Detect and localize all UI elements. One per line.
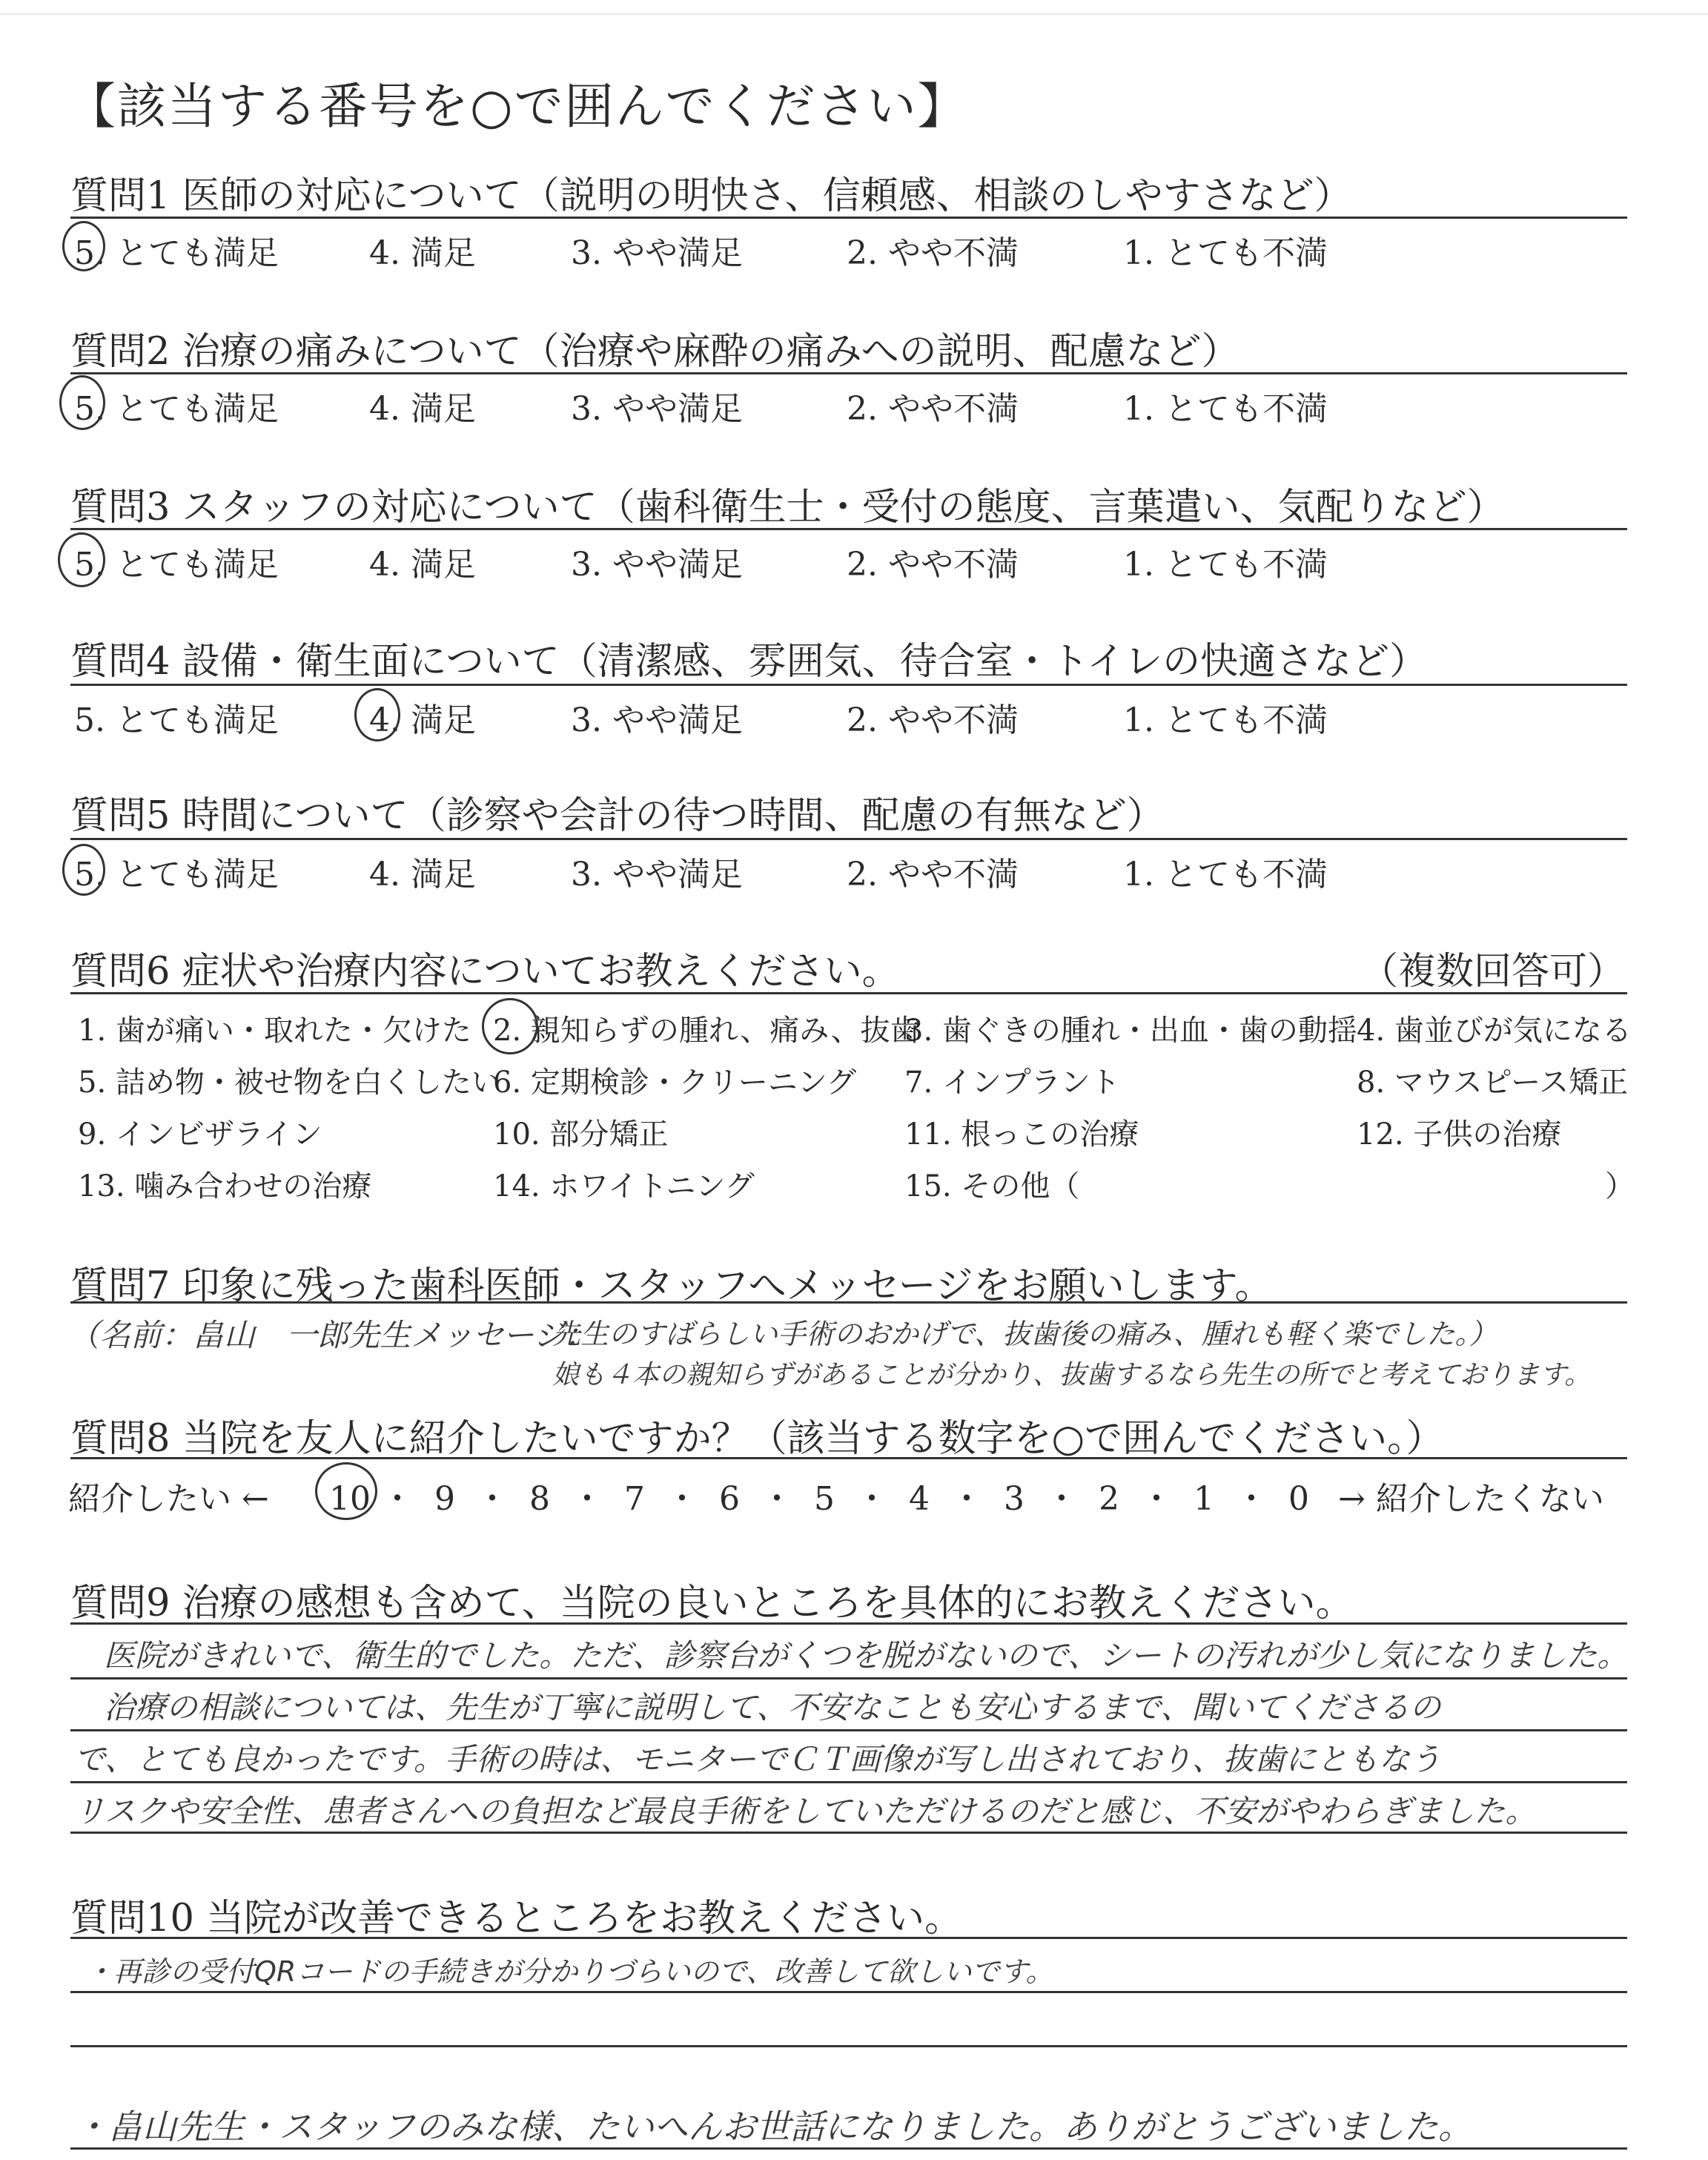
q8-selection-circle [315, 1462, 377, 1520]
q3-option-2[interactable]: 2. やや不満 [847, 546, 1019, 584]
question-5-label: 質問5 時間について（診察や会計の待つ時間、配慮の有無など） [70, 794, 1165, 838]
question-9-rule [70, 1622, 1627, 1625]
q6-option-15-close: ） [1605, 1169, 1635, 1203]
q2-option-1[interactable]: 1. とても不満 [1123, 390, 1328, 428]
q2-option-3[interactable]: 3. やや満足 [571, 390, 743, 428]
q8-scale-value-3[interactable]: 3 [1004, 1480, 1025, 1518]
q8-scale-separator: ・ [666, 1480, 698, 1518]
q10-answer-line-1[interactable]: ・再診の受付QRコードの手続きが分かりづらいので、改善して欲しいです。 [85, 1955, 1054, 1988]
q6-option-1[interactable]: 1. 歯が痛い・取れた・欠けた [78, 1014, 471, 1048]
question-4-rule [70, 684, 1627, 686]
q8-scale-value-5[interactable]: 5 [814, 1480, 835, 1518]
question-2-label: 質問2 治療の痛みについて（治療や麻酔の痛みへの説明、配慮など） [70, 330, 1239, 374]
q1-option-1[interactable]: 1. とても不満 [1123, 234, 1328, 272]
question-8-rule [70, 1457, 1627, 1459]
q4-option-4[interactable]: 4. 満足 [369, 701, 476, 739]
q8-scale-value-8[interactable]: 8 [529, 1480, 550, 1518]
q8-scale [326, 1472, 1323, 1519]
q8-scale-separator: ・ [855, 1480, 888, 1518]
q9-answer-line-2[interactable]: 治療の相談については、先生が丁寧に説明して、不安なことも安心するまで、聞いてくださるの [104, 1689, 1441, 1725]
q1-option-2[interactable]: 2. やや不満 [847, 234, 1019, 272]
q1-selection-circle [62, 221, 105, 271]
q8-scale-value-4[interactable]: 4 [909, 1480, 930, 1518]
q8-scale-value-0[interactable]: 0 [1288, 1480, 1309, 1518]
question-6-note: （複数回答可） [1360, 950, 1626, 994]
q3-option-5[interactable]: 5. とても満足 [74, 546, 279, 584]
q6-option-2[interactable]: 2. 親知らずの腫れ、痛み、抜歯 [493, 1014, 920, 1048]
q8-scale-separator: ・ [476, 1480, 509, 1518]
q5-option-3[interactable]: 3. やや満足 [571, 856, 743, 894]
question-6-label: 質問6 症状や治療内容についてお教えください。 [70, 950, 900, 994]
q8-scale-separator: ・ [1045, 1480, 1078, 1518]
page-title: 【該当する番号を○で囲んでください】 [67, 78, 968, 135]
question-1-rule [70, 217, 1627, 219]
q8-scale-value-2[interactable]: 2 [1099, 1480, 1119, 1518]
q4-option-5[interactable]: 5. とても満足 [74, 701, 279, 739]
q6-option-6[interactable]: 6. 定期検診・クリーニング [493, 1066, 857, 1100]
q8-scale-separator: ・ [950, 1480, 983, 1518]
q4-option-2[interactable]: 2. やや不満 [847, 701, 1019, 739]
q3-option-4[interactable]: 4. 満足 [369, 546, 476, 584]
q5-option-4[interactable]: 4. 満足 [369, 856, 476, 894]
q7-message-line-1[interactable]: 先生のすばらしい手術のおかげで、抜歯後の痛み、腫れも軽く楽でした。） [552, 1318, 1497, 1350]
q6-option-3[interactable]: 3. 歯ぐきの腫れ・出血・歯の動揺 [904, 1014, 1357, 1048]
q6-option-5[interactable]: 5. 詰め物・被せ物を白くしたい [78, 1066, 501, 1100]
q8-scale-value-7[interactable]: 7 [624, 1480, 645, 1518]
q6-option-15[interactable]: 15. その他（ [904, 1169, 1080, 1203]
q8-scale-separator: ・ [761, 1480, 793, 1518]
q7-message-prefix: （名前：畠山 一郎先生メッセージ： [68, 1317, 596, 1353]
q8-scale-separator: ・ [1235, 1480, 1268, 1518]
q4-option-1[interactable]: 1. とても不満 [1123, 701, 1328, 739]
q8-scale-value-6[interactable]: 6 [719, 1480, 740, 1518]
q5-option-1[interactable]: 1. とても不満 [1123, 856, 1328, 894]
question-5-rule [70, 838, 1627, 840]
question-3-label: 質問3 スタッフの対応について（歯科衛生士・受付の態度、言葉遣い、気配りなど） [70, 486, 1505, 529]
question-7-rule [70, 1301, 1627, 1304]
q8-scale-separator: ・ [381, 1480, 414, 1518]
question-2-rule [70, 372, 1627, 374]
q10-answer-rule-2 [70, 2045, 1627, 2047]
q6-option-12[interactable]: 12. 子供の治療 [1357, 1117, 1562, 1152]
q9-answer-rule-2 [70, 1729, 1627, 1731]
q8-scale-separator: ・ [1140, 1480, 1173, 1518]
q9-answer-line-1[interactable]: 医院がきれいで、衛生的でした。ただ、診察台がくつを脱がないので、シートの汚れが少し気になりました。 [104, 1637, 1629, 1674]
q6-option-13[interactable]: 13. 噛み合わせの治療 [78, 1169, 372, 1203]
q2-option-4[interactable]: 4. 満足 [369, 390, 476, 428]
q4-selection-circle [354, 688, 400, 742]
q6-option-14[interactable]: 14. ホワイトニング [493, 1169, 755, 1203]
q9-answer-rule-3 [70, 1781, 1627, 1783]
q8-scale-left-label: 紹介したい ← [68, 1480, 269, 1518]
q6-option-11[interactable]: 11. 根っこの治療 [904, 1117, 1139, 1152]
q6-option-4[interactable]: 4. 歯並びが気になる [1357, 1014, 1632, 1048]
q9-answer-line-3[interactable]: で、とても良かったです。手術の時は、モニターでＣＴ画像が写し出されており、抜歯にともなう [74, 1741, 1441, 1777]
question-10-label: 質問10 当院が改善できるところをお教えください。 [70, 1897, 963, 1941]
q5-selection-circle [62, 844, 105, 896]
question-7-label: 質問7 印象に残った歯科医師・スタッフへメッセージをお願いします。 [70, 1264, 1273, 1308]
q8-scale-separator: ・ [571, 1480, 603, 1518]
question-3-rule [70, 528, 1627, 530]
q10-answer-rule-1 [70, 1991, 1627, 1993]
q6-selection-circle [482, 998, 538, 1054]
question-10-rule [70, 1937, 1627, 1939]
q8-scale-right-label: → 紹介したくない [1338, 1480, 1604, 1518]
question-6-rule [70, 992, 1627, 994]
q6-option-7[interactable]: 7. インプラント [904, 1066, 1120, 1100]
q10-answer-line-3[interactable]: ・畠山先生・スタッフのみな様、たいへんお世話になりました。ありがとうございました。 [74, 2107, 1472, 2147]
q8-scale-value-10[interactable]: 10 [329, 1480, 371, 1518]
page-top-edge [0, 13, 1708, 22]
q4-option-3[interactable]: 3. やや満足 [571, 701, 743, 739]
question-9-label: 質問9 治療の感想も含めて、当院の良いところを具体的にお教えください。 [70, 1582, 1354, 1625]
q1-option-3[interactable]: 3. やや満足 [571, 234, 743, 272]
q1-option-4[interactable]: 4. 満足 [369, 234, 476, 272]
q5-option-5[interactable]: 5. とても満足 [74, 856, 279, 894]
q7-message-line-2[interactable]: 娘も４本の親知らずがあることが分かり、抜歯するなら先生の所でと考えております。 [552, 1360, 1592, 1390]
q6-option-10[interactable]: 10. 部分矯正 [493, 1117, 669, 1152]
q6-option-8[interactable]: 8. マウスピース矯正 [1357, 1066, 1629, 1100]
q9-answer-rule-1 [70, 1677, 1627, 1680]
q2-option-5[interactable]: 5. とても満足 [74, 390, 279, 428]
q8-scale-value-9[interactable]: 9 [434, 1480, 455, 1518]
q2-option-2[interactable]: 2. やや不満 [847, 390, 1019, 428]
question-4-label: 質問4 設備・衛生面について（清潔感、雰囲気、待合室・トイレの快適さなど） [70, 640, 1428, 684]
q9-answer-line-4[interactable]: リスクや安全性、患者さんへの負担など最良手術をしていただけるのだと感じ、不安がやわらぎました。 [74, 1793, 1537, 1829]
q1-option-5[interactable]: 5. とても満足 [74, 234, 279, 272]
q3-selection-circle [58, 532, 105, 587]
q5-option-2[interactable]: 2. やや不満 [847, 856, 1019, 894]
question-1-label: 質問1 医師の対応について（説明の明快さ、信頼感、相談のしやすさなど） [70, 174, 1352, 218]
q2-selection-circle [59, 375, 105, 430]
q9-answer-rule-4 [70, 1832, 1627, 1834]
question-8-label: 質問8 当院を友人に紹介したいですか？（該当する数字を○で囲んでください。） [70, 1417, 1444, 1461]
q10-answer-rule-3 [70, 2147, 1627, 2150]
q3-option-3[interactable]: 3. やや満足 [571, 546, 743, 584]
q3-option-1[interactable]: 1. とても不満 [1123, 546, 1328, 584]
q8-scale-value-1[interactable]: 1 [1194, 1480, 1214, 1518]
q6-option-9[interactable]: 9. インビザライン [78, 1117, 322, 1152]
